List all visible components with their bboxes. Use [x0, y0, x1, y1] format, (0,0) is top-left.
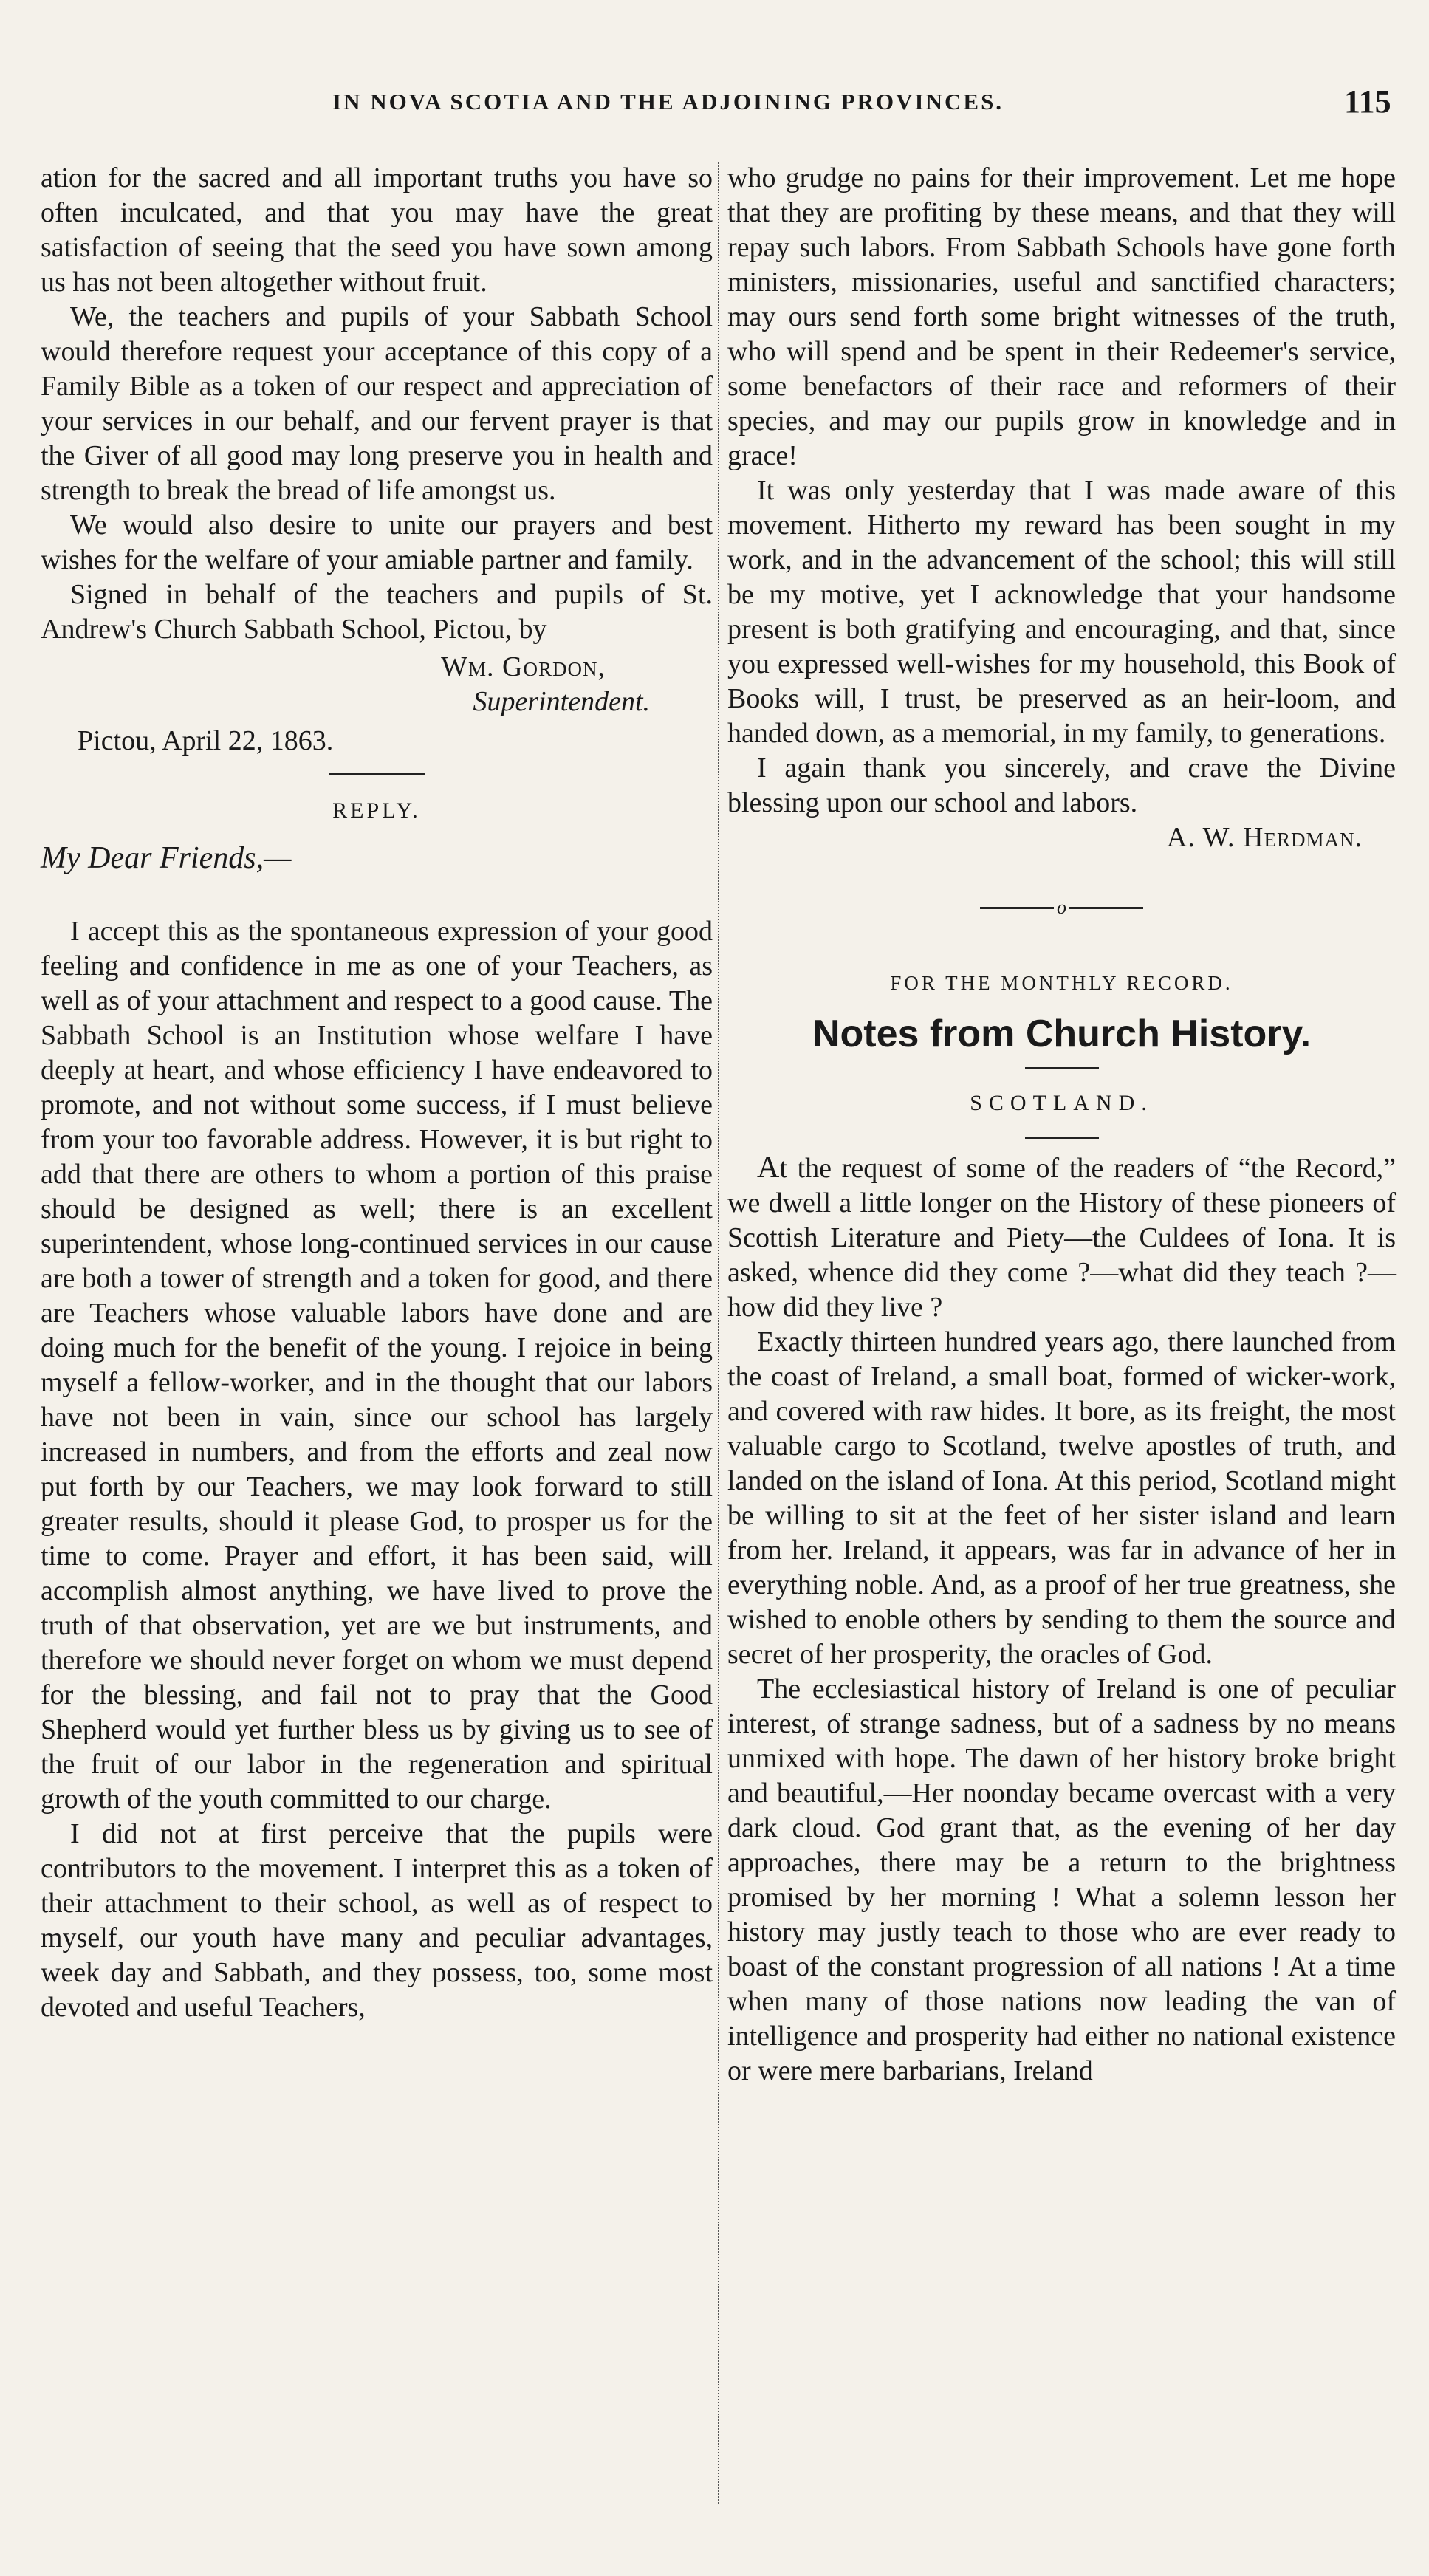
article-paragraph-2: Exactly thirteen hundred years ago, there launched from the coast of Ireland, a small boat, formed of wicker-work, and covered with raw hides. It bore, as its freight, the most valuable cargo to Scotland, twelve apostles of truth, and landed on the island of Iona. At this period, Scotland might be willing to sit at the feet of her sister island and learn from her. Ireland, it appears, was far in advance of her in everything noble. And, as a proof of her true greatness, she wished to enoble others by sending to them the source and secret of her prosperity, the oracles of God.: [727, 1326, 1396, 1671]
reply-heading: REPLY.: [332, 798, 421, 823]
section-rule-2: [1025, 1137, 1099, 1139]
section-heading: SCOTLAND.: [970, 1091, 1154, 1116]
section-rule: [329, 773, 425, 775]
title-rule: [1025, 1067, 1099, 1069]
running-header: IN NOVA SCOTIA AND THE ADJOINING PROVINCES.: [332, 89, 1004, 114]
address-paragraph-4: Signed in behalf of the teachers and pupils of St. Andrew's Church Sabbath School, Pictou, by: [41, 579, 713, 645]
salutation: My Dear Friends,—: [41, 841, 292, 875]
ornament-line-left: [980, 907, 1054, 909]
column-divider: [718, 162, 719, 2504]
article-title: Notes from Church History.: [812, 1013, 1312, 1056]
ornament-line-right: [1069, 907, 1143, 909]
article-paragraph-3: The ecclesiastical history of Ireland is one of peculiar interest, of strange sadness, but of a sadness by no means unmixed with hope. The dawn of her history broke bright and beautiful,—Her noonday became overcast with a very dark cloud. God grant that, as the evening of her day approaches, there may be a return to the brightness promised by her morning ! What a solemn lesson her history may justly teach to those who are ever ready to boast of the constant progression of all nations ! At a time when many of those nations now leading the van of intelligence and prosperity had either no national existence or were mere barbarians, Ireland: [727, 1674, 1396, 2087]
reply-paragraph-2: I did not at first perceive that the pupils were contributors to the movement. I interpret this as a token of their attachment to their school, as well as of respect to myself, our youth have many and peculiar advantages, week day and Sabbath, and they possess, too, some most devoted and useful Teachers,: [41, 1818, 713, 2023]
reply-paragraph-1: I accept this as the spontaneous expression of your good feeling and confidence in me as one of your Teachers, as well as of your attachment and respect to a good cause. The Sabbath School is an Institution whose welfare I have deeply at heart, and whose efficiency I have endeavored to promote, and not without some success, if I must believe from your too favorable address. However, it is but right to add that there are others to whom a portion of this praise should be designed as well; there is an excellent superintendent, whose long-continued services in our cause are both a tower of strength and a token for good, and there are Teachers whose valuable labors have done and are doing much for the benefit of the young. I rejoice in being myself a fellow-worker, and in the thought that our labors have not been in vain, since our school has largely increased in numbers, and from the efforts and zeal now put forth by our Teachers, we may look forward to still greater results, should it please God, to prosper us for the time to come. Prayer and effort, it has been said, will accomplish almost anything, we have lived to prove the truth of that observation, yet are we but instruments, and therefore we should never forget on whom we must depend for the blessing, and fail not to pray that the Good Shepherd would yet further bless us by giving us to see of the fruit of our labor in the regeneration and spiritual growth of the youth committed to our charge.: [41, 916, 713, 1815]
ornament-divider: [727, 897, 1396, 917]
for-monthly-record: FOR THE MONTHLY RECORD.: [890, 972, 1233, 995]
reply-signature: A. W. Herdman.: [1166, 822, 1363, 853]
article-paragraph-1: At the request of some of the readers of “the Record,” we dwell a little longer on the History of these pioneers of Scottish Literature and Piety—the Culdees of Iona. It is asked, whence did they come ?—what did they teach ?—how did they live ?: [727, 1151, 1396, 1323]
page-number: 115: [1344, 83, 1391, 120]
reply-continuation: who grudge no pains for their improvement. Let me hope that they are profiting by these means, and that they will repay such labors. From Sabbath Schools have gone forth ministers, missionaries, useful and sanctified characters; may ours send forth some bright witnesses of the truth, who will spend and be spent in their Redeemer's service, some benefactors of their race and reformers of their species, and may our pupils grow in knowledge and in grace!: [727, 162, 1396, 471]
address-paragraph-2: We, the teachers and pupils of your Sabbath School would therefore request your acceptance of this copy of a Family Bible as a token of our respect and appreciation of your services in our behalf, and our fervent prayer is that the Giver of all good may long preserve you in health and strength to break the bread of life amongst us.: [41, 301, 713, 506]
reply-paragraph-4: I again thank you sincerely, and crave the Divine blessing upon our school and labors.: [727, 753, 1396, 818]
address-paragraph-3: We would also desire to unite our prayers and best wishes for the welfare of your amiable partner and family.: [41, 510, 713, 575]
right-column: [727, 161, 1396, 2089]
reply-paragraph-3: It was only yesterday that I was made aware of this movement. Hitherto my reward has been sought in my work, and in the advancement of the school; this will still be my motive, yet I acknowledge that your handsome present is both gratifying and encouraging, and that, since you expressed well-wishes for my household, this Book of Books will, I trust, be preserved as an heir-loom, and handed down, as a memorial, in my family, to generations.: [727, 475, 1396, 749]
left-column: [41, 161, 713, 2025]
dateline: Pictou, April 22, 1863.: [78, 725, 334, 756]
address-paragraph-1: ation for the sacred and all important truths you have so often inculcated, and that you may have the great satisfaction of seeing that the seed you have sown among us has not been altogether without fruit.: [41, 162, 713, 298]
signer-name: Wm. Gordon,: [441, 651, 606, 682]
ornament-glyph: o: [1057, 897, 1066, 919]
signer-title: Superintendent.: [473, 686, 650, 717]
